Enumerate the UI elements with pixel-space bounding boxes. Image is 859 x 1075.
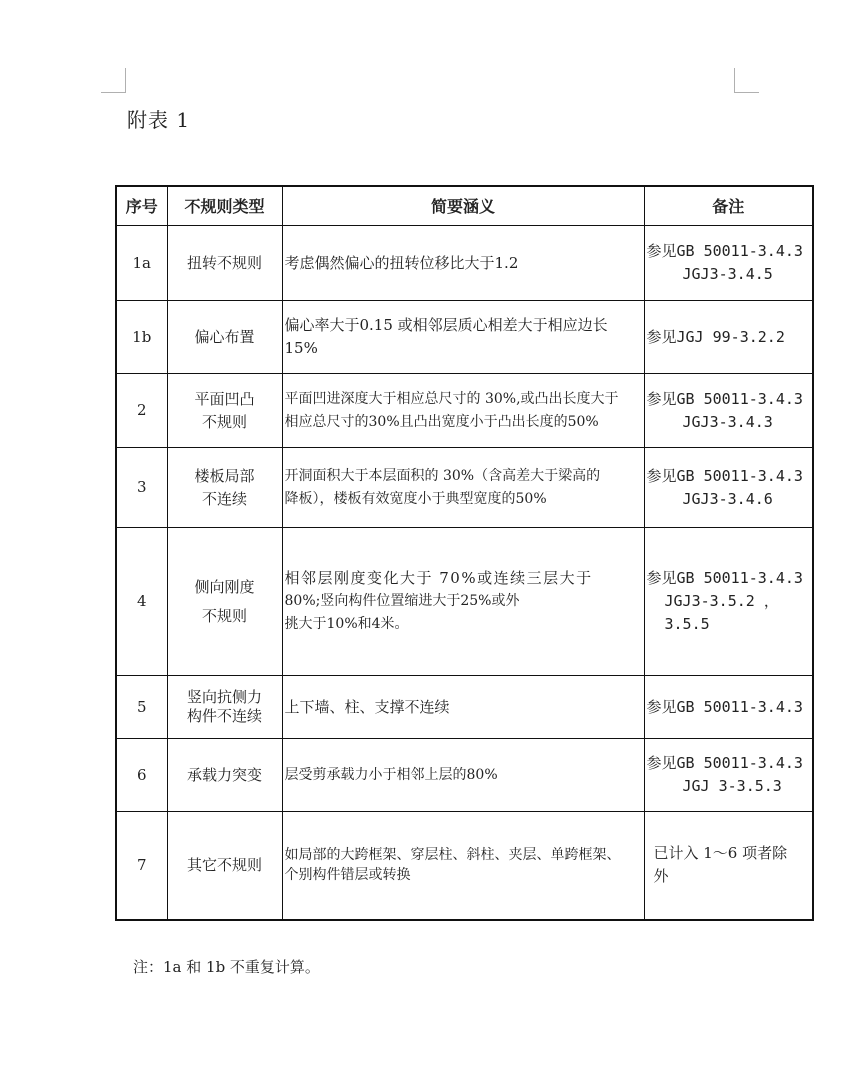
row-note-line: 参见GB 50011-3.4.3 <box>646 242 803 260</box>
table-row <box>116 448 813 528</box>
row-desc <box>282 301 644 374</box>
row-no: 3 <box>116 448 167 528</box>
irregularity-table <box>115 185 814 921</box>
row-desc <box>282 676 644 739</box>
row-note-line: 参见JGJ 99-3.2.2 <box>646 327 785 346</box>
row-note <box>644 812 813 920</box>
row-type-line: 不连续 <box>201 489 247 508</box>
table-row <box>116 812 813 920</box>
row-type-line: 竖向抗侧力 <box>186 688 262 706</box>
table-row <box>116 226 813 301</box>
row-note <box>644 528 813 676</box>
row-type-line: 侧向刚度 <box>194 577 255 596</box>
row-type-line: 平面凹凸 <box>194 389 255 408</box>
row-desc-line: 个别构件错层或转换 <box>284 867 411 884</box>
row-desc <box>282 374 644 448</box>
row-desc-line: 相邻层刚度变化大于 70%或连续三层大于 <box>284 569 593 587</box>
row-type <box>167 226 282 301</box>
row-type <box>167 812 282 920</box>
header-type: 不规则类型 <box>167 186 282 226</box>
table-row <box>116 739 813 812</box>
row-note-line: 参见GB 50011-3.4.3 <box>646 569 803 587</box>
row-desc <box>282 812 644 920</box>
header-desc: 简要涵义 <box>282 186 644 226</box>
row-type-line: 不规则 <box>201 412 247 431</box>
table-caption: 附表 1 <box>127 108 191 132</box>
row-type-line: 不规则 <box>201 606 247 625</box>
row-no: 4 <box>116 528 167 676</box>
row-desc-line: 80%;竖向构件位置缩进大于25%或外 <box>284 593 520 609</box>
row-type-line: 承载力突变 <box>186 765 262 784</box>
row-desc <box>282 528 644 676</box>
row-no: 1b <box>116 301 167 374</box>
row-note <box>644 676 813 739</box>
row-desc-line: 层受剪承载力小于相邻上层的80% <box>284 766 498 783</box>
table-row <box>116 374 813 448</box>
row-desc <box>282 739 644 812</box>
row-type <box>167 374 282 448</box>
table-footnote: 注：1a 和 1b 不重复计算。 <box>133 958 320 976</box>
row-desc-line: 15% <box>284 339 318 357</box>
row-desc <box>282 226 644 301</box>
row-note-line: 参见GB 50011-3.4.3 <box>646 754 803 772</box>
table-row <box>116 528 813 676</box>
row-type <box>167 301 282 374</box>
row-note-line: 外 <box>653 867 669 886</box>
row-type-line: 楼板局部 <box>194 466 255 485</box>
row-no: 6 <box>116 739 167 812</box>
row-note-line: JGJ3-3.4.6 <box>682 489 773 508</box>
row-desc-line: 偏心率大于0.15 或相邻层质心相差大于相应边长 <box>284 316 608 334</box>
row-note <box>644 301 813 374</box>
row-note-line: JGJ3-3.5.2 ， <box>664 592 779 610</box>
row-note-line: 3.5.5 <box>664 615 710 633</box>
row-note-line: 参见GB 50011-3.4.3 <box>646 389 803 408</box>
row-note <box>644 226 813 301</box>
row-note-line: JGJ3-3.4.5 <box>682 265 773 283</box>
row-type-line: 其它不规则 <box>186 855 262 874</box>
row-no: 1a <box>116 226 167 301</box>
row-note-line: 参见GB 50011-3.4.3 <box>646 697 803 716</box>
row-note <box>644 739 813 812</box>
row-note-line: 参见GB 50011-3.4.3 <box>646 466 803 485</box>
row-note <box>644 374 813 448</box>
row-note-line: JGJ3-3.4.3 <box>682 412 773 431</box>
row-desc <box>282 448 644 528</box>
table-header-row <box>116 186 813 226</box>
row-desc-line: 如局部的大跨框架、穿层柱、斜柱、夹层、单跨框架、 <box>284 847 621 864</box>
row-type-line: 偏心布置 <box>194 327 255 346</box>
row-type <box>167 676 282 739</box>
header-note: 备注 <box>644 186 813 226</box>
row-desc-line: 考虑偶然偏心的扭转位移比大于1.2 <box>284 253 519 272</box>
page-corner-mark-top-right <box>734 68 759 93</box>
row-type <box>167 448 282 528</box>
row-no: 7 <box>116 812 167 920</box>
row-desc-line: 降板），楼板有效宽度小于典型宽度的50% <box>284 490 547 507</box>
row-type <box>167 528 282 676</box>
row-desc-line: 平面凹进深度大于相应总尺寸的 30%,或凸出长度大于 <box>284 390 619 407</box>
row-desc-line: 相应总尺寸的30%且凸出宽度小于凸出长度的50% <box>284 413 599 430</box>
row-note <box>644 448 813 528</box>
row-type <box>167 739 282 812</box>
table-row <box>116 301 813 374</box>
table-row <box>116 676 813 739</box>
row-note-line: JGJ 3-3.5.3 <box>682 777 782 795</box>
row-desc-line: 挑大于10%和4米。 <box>284 616 409 632</box>
row-desc-line: 开洞面积大于本层面积的 30%（含高差大于梁高的 <box>284 467 601 484</box>
row-type-line: 构件不连续 <box>186 707 262 725</box>
header-no: 序号 <box>116 186 167 226</box>
page-corner-mark-top-left <box>101 68 126 93</box>
row-note-line: 已计入 1～6 项者除 <box>653 844 788 863</box>
row-no: 2 <box>116 374 167 448</box>
row-type-line: 扭转不规则 <box>186 253 262 272</box>
row-desc-line: 上下墙、柱、支撑不连续 <box>284 697 450 716</box>
row-no: 5 <box>116 676 167 739</box>
